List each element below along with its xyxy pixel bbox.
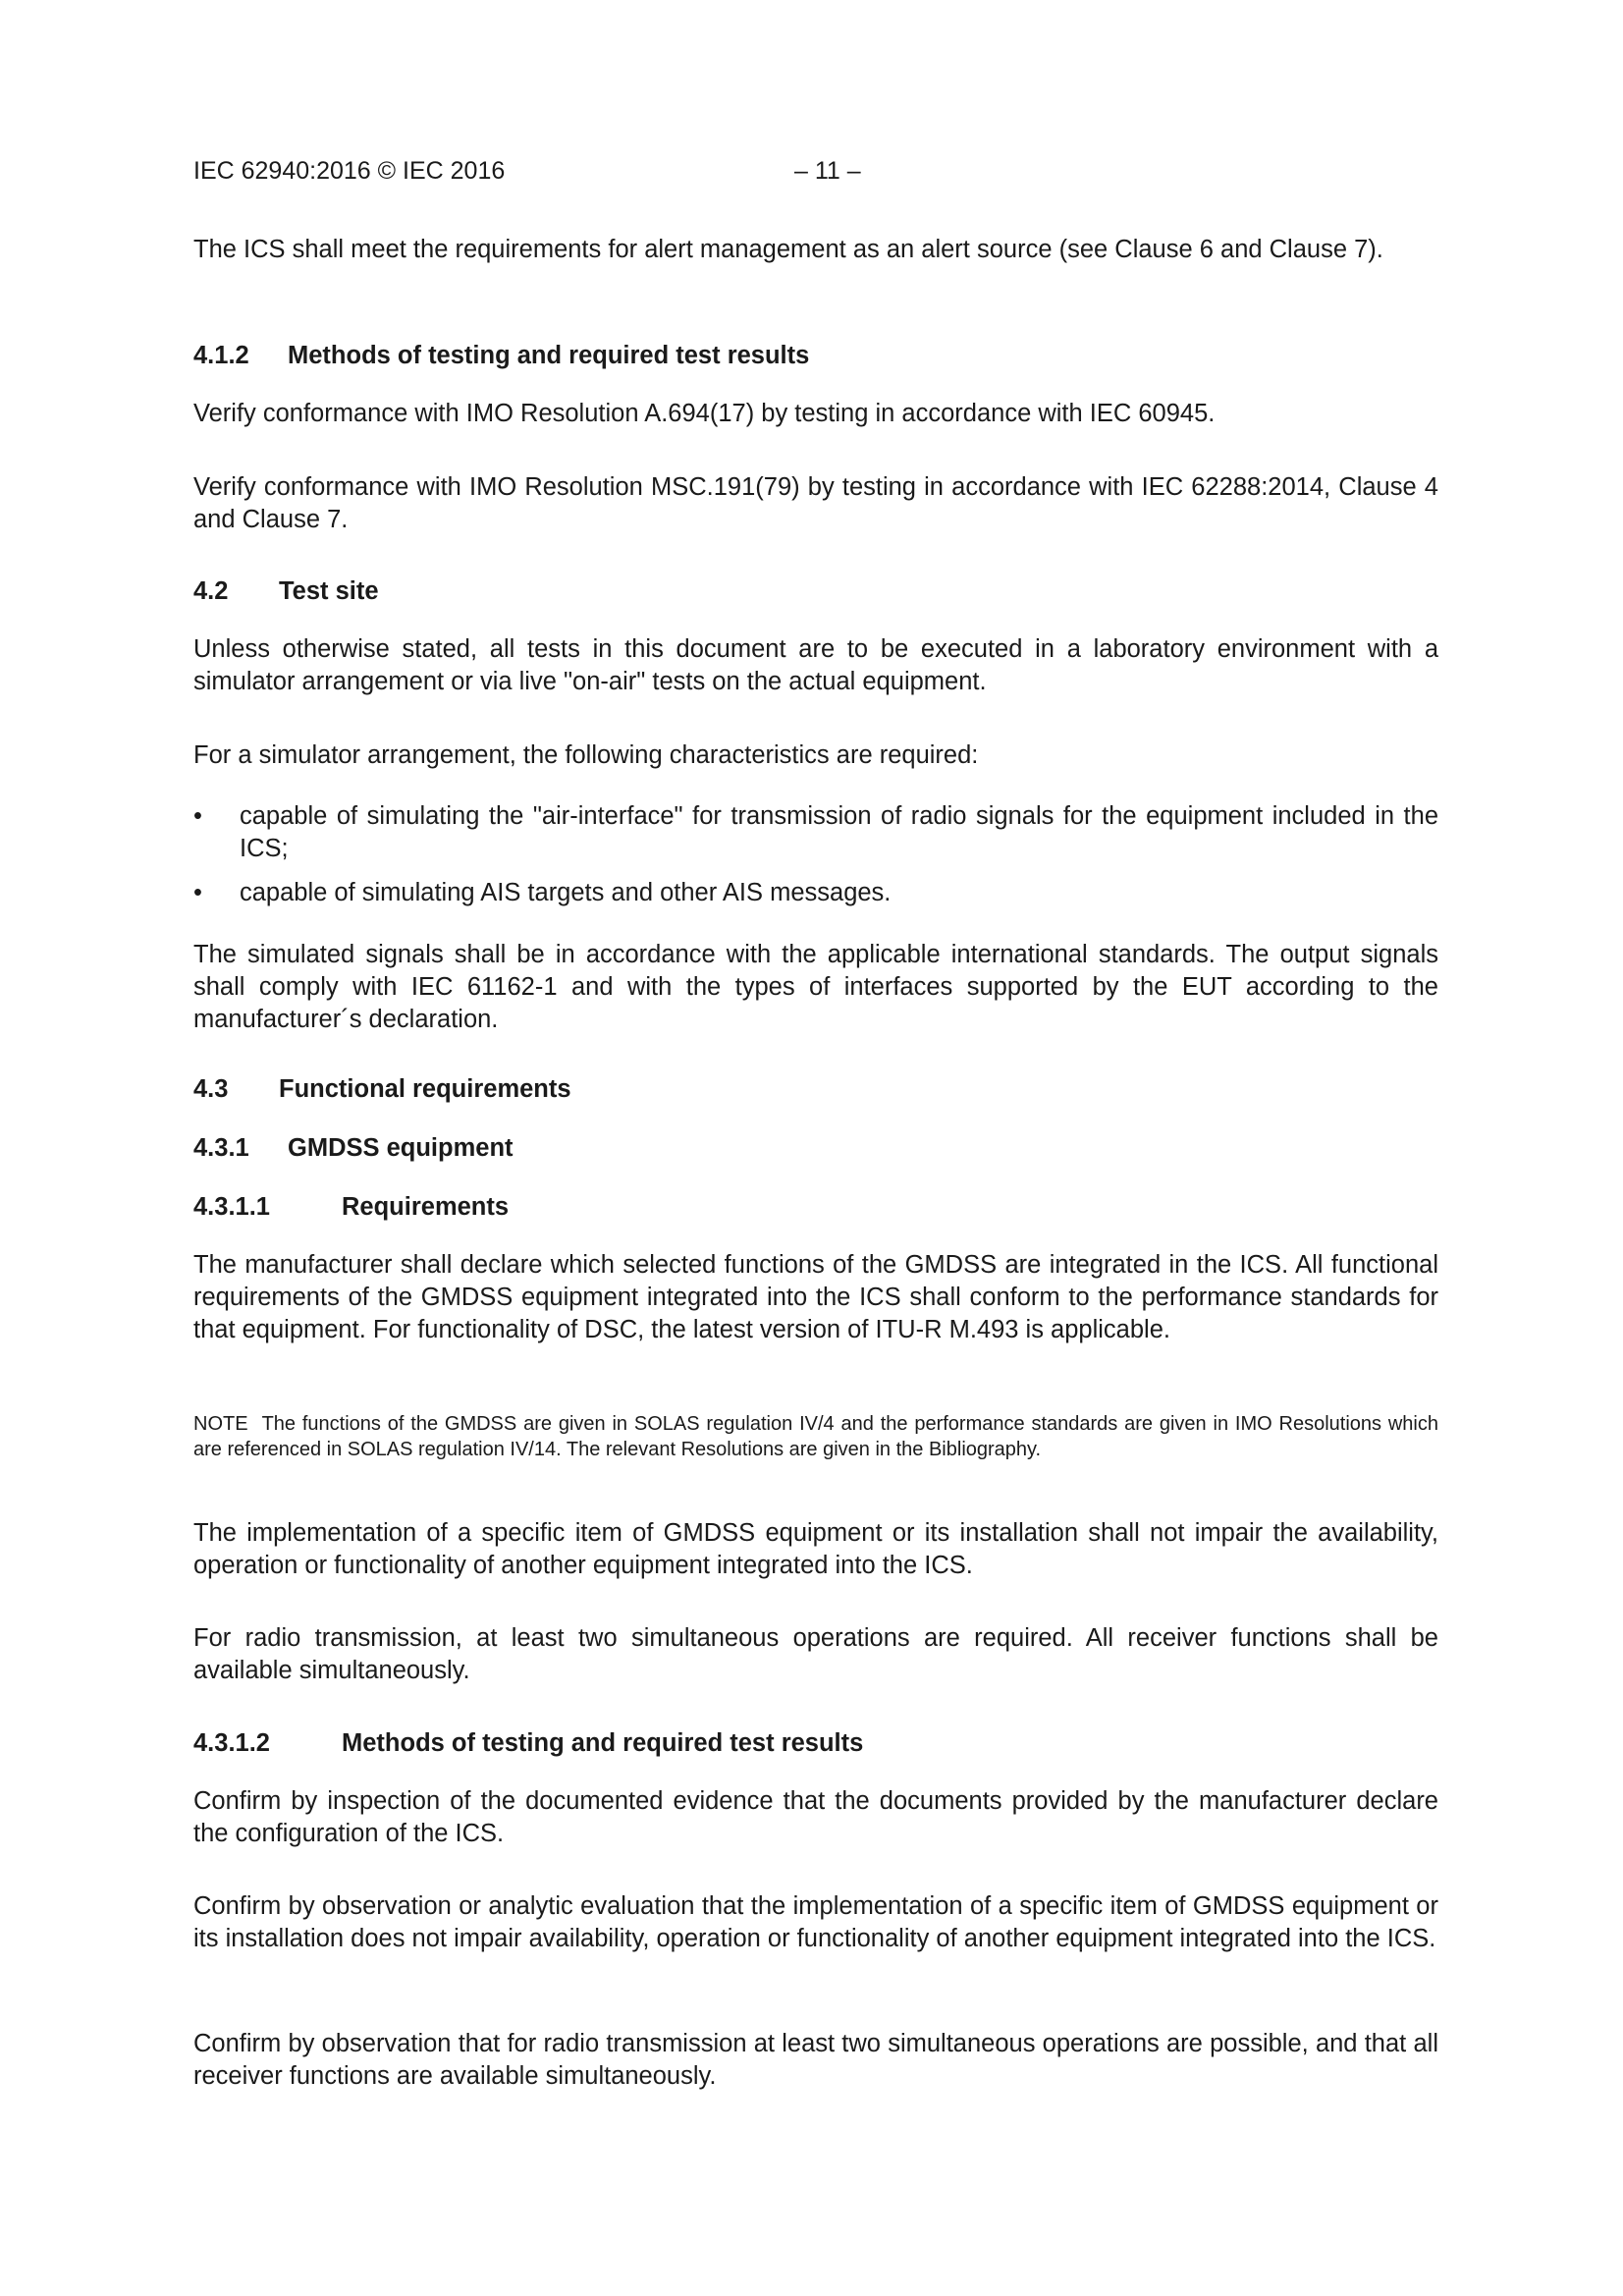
heading-4-3-1 bbox=[193, 1132, 514, 1165]
page-header bbox=[193, 157, 1438, 187]
note bbox=[193, 1411, 1438, 1462]
note-text: The functions of the GMDSS are given in SOLAS regulation IV/4 and the performance standards are given in IMO Resolutions which are referenced in SOLAS regulation IV/14. The relevant Resolutions are given in the Bibliography. bbox=[193, 1413, 1438, 1460]
paragraph: For a simulator arrangement, the following characteristics are required: bbox=[193, 741, 979, 769]
note-label: NOTE bbox=[193, 1413, 248, 1435]
heading-4-3-1-2 bbox=[193, 1727, 863, 1760]
paragraph: Confirm by observation or analytic evaluation that the implementation of a specific item of GMDSS equipment or its installation does not impair availability, operation or functionality of another equipment integrated into the ICS. bbox=[193, 1892, 1438, 1952]
list-item bbox=[193, 877, 1438, 909]
paragraph: Unless otherwise stated, all tests in this document are to be executed in a laboratory environment with a simulator arrangement or via live "on-air" tests on the actual equipment. bbox=[193, 635, 1438, 695]
list-item-text: capable of simulating the "air-interface" for transmission of radio signals for the equipment included in the ICS; bbox=[240, 802, 1438, 862]
heading-number: 4.3.1.2 bbox=[193, 1729, 270, 1757]
document-id: IEC 62940:2016 © IEC 2016 bbox=[193, 157, 506, 185]
heading-number: 4.3.1 bbox=[193, 1134, 249, 1162]
heading-title: Methods of testing and required test results bbox=[288, 342, 810, 369]
heading-title: GMDSS equipment bbox=[288, 1134, 514, 1162]
heading-title: Methods of testing and required test results bbox=[342, 1729, 864, 1757]
heading-4-3 bbox=[193, 1073, 571, 1106]
list-item-text: capable of simulating AIS targets and other AIS messages. bbox=[240, 879, 892, 906]
intro-paragraph: The ICS shall meet the requirements for alert management as an alert source (see Clause 6 and Clause 7). bbox=[193, 236, 1383, 263]
paragraph: Confirm by inspection of the documented evidence that the documents provided by the manufacturer declare the configuration of the ICS. bbox=[193, 1787, 1438, 1847]
bullet-icon: • bbox=[193, 879, 202, 906]
heading-4-2 bbox=[193, 575, 379, 608]
heading-number: 4.1.2 bbox=[193, 342, 249, 369]
paragraph: The simulated signals shall be in accordance with the applicable international standards. The output signals shall comply with IEC 61162-1 and with the types of interfaces supported by the EUT according to the manufacturer´s declaration. bbox=[193, 941, 1438, 1033]
paragraph: Verify conformance with IMO Resolution A.694(17) by testing in accordance with IEC 60945. bbox=[193, 400, 1216, 427]
heading-4-1-2 bbox=[193, 340, 809, 372]
page-number: – 11 – bbox=[794, 157, 861, 185]
heading-4-3-1-1 bbox=[193, 1191, 509, 1224]
heading-title: Functional requirements bbox=[279, 1075, 571, 1103]
heading-number: 4.2 bbox=[193, 577, 229, 605]
paragraph: The manufacturer shall declare which selected functions of the GMDSS are integrated in the ICS. All functional requirements of the GMDSS equipment integrated into the ICS shall conform to the performance standards for that equipment. For functionality of DSC, the latest version of ITU-R M.493 is applicable. bbox=[193, 1251, 1438, 1343]
list-item bbox=[193, 800, 1438, 865]
heading-number: 4.3 bbox=[193, 1075, 229, 1103]
paragraph: Confirm by observation that for radio transmission at least two simultaneous operations are possible, and that all receiver functions are available simultaneously. bbox=[193, 2030, 1438, 2090]
heading-number: 4.3.1.1 bbox=[193, 1193, 270, 1221]
paragraph: The implementation of a specific item of GMDSS equipment or its installation shall not impair the availability, operation or functionality of another equipment integrated into the ICS. bbox=[193, 1519, 1438, 1579]
bullet-icon: • bbox=[193, 802, 202, 830]
heading-title: Test site bbox=[279, 577, 379, 605]
paragraph: For radio transmission, at least two simultaneous operations are required. All receiver functions shall be available simultaneously. bbox=[193, 1624, 1438, 1684]
heading-title: Requirements bbox=[342, 1193, 510, 1221]
paragraph: Verify conformance with IMO Resolution MSC.191(79) by testing in accordance with IEC 62288:2014, Clause 4 and Clause 7. bbox=[193, 473, 1438, 533]
